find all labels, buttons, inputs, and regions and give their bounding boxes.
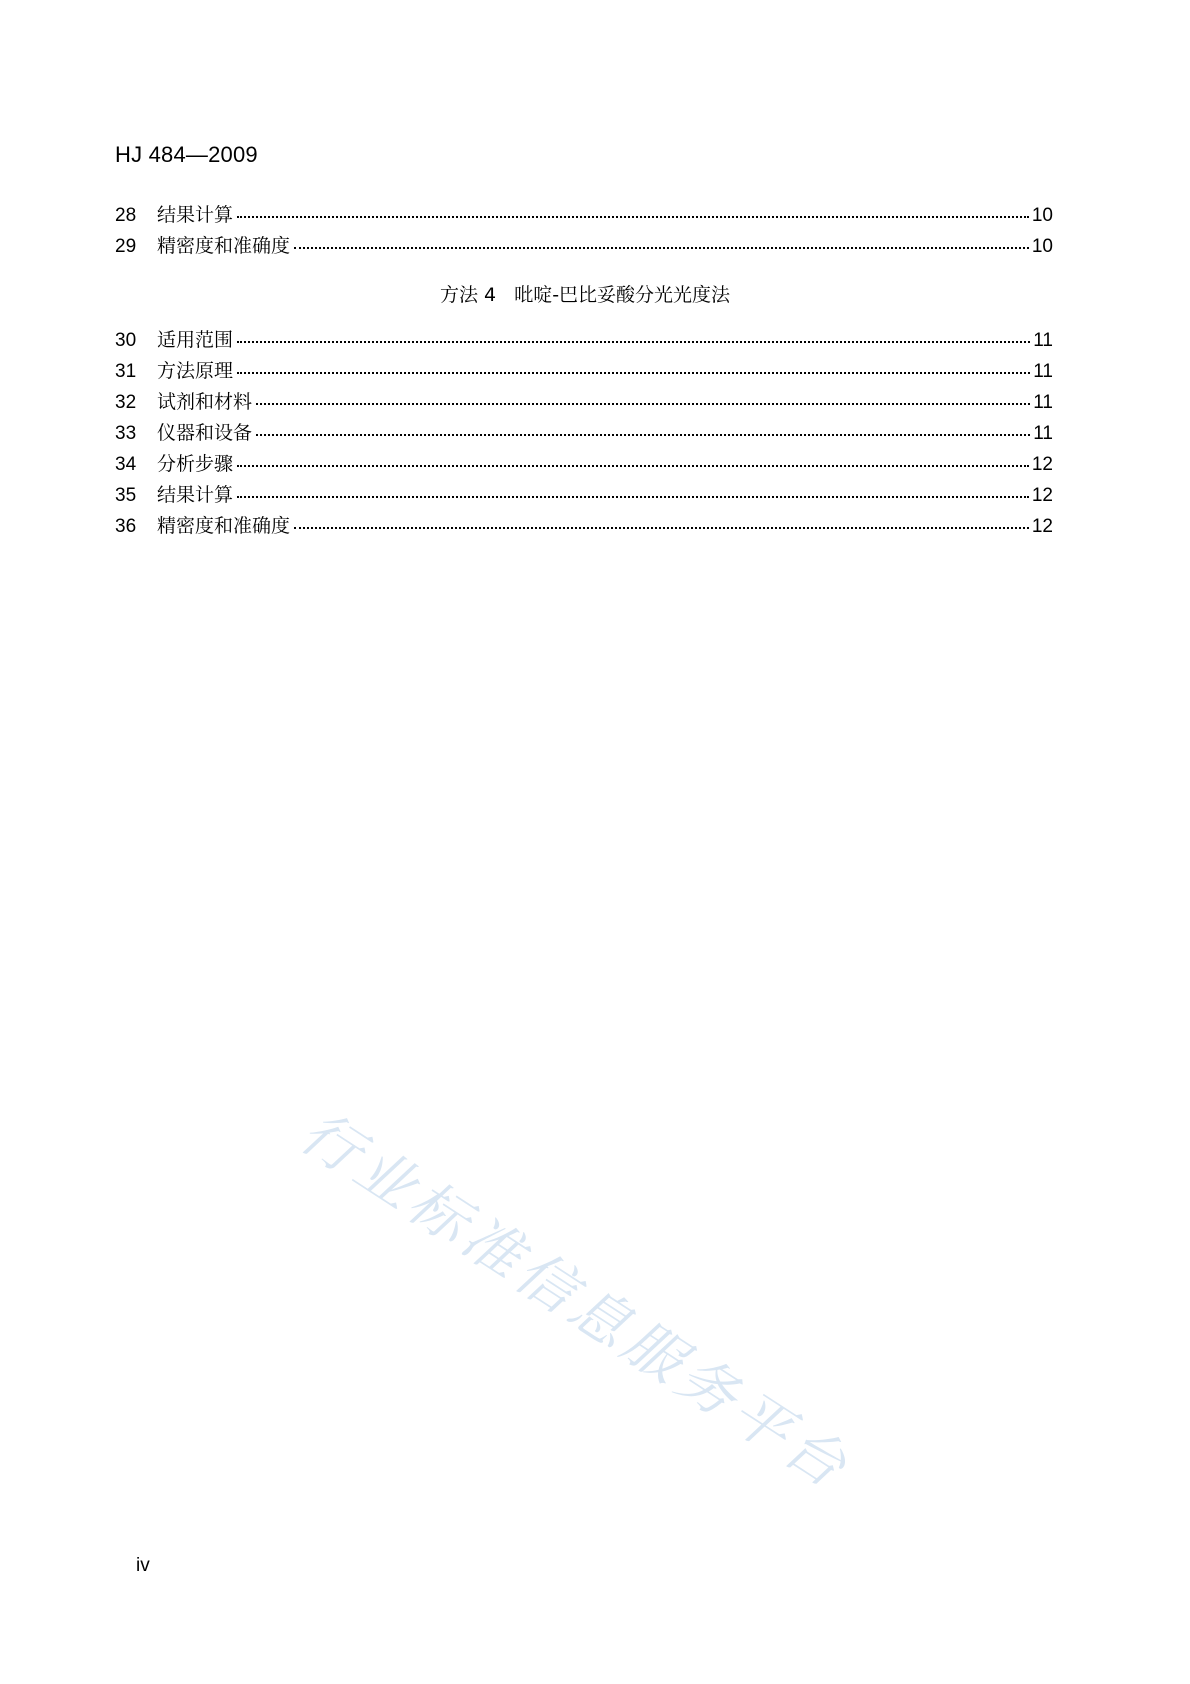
toc-entry-page: 12 (1031, 485, 1053, 506)
toc-entry[interactable] (115, 233, 1053, 259)
dot-leader (237, 216, 1029, 218)
toc-entry-number: 28 (115, 205, 137, 226)
toc-entry-page: 12 (1031, 454, 1053, 475)
toc-entry-page: 11 (1033, 423, 1053, 444)
toc-entry-page: 11 (1033, 361, 1053, 382)
toc-entry[interactable] (115, 451, 1053, 477)
toc-entry-title: 仪器和设备 (157, 422, 253, 444)
toc-entry-number: 29 (115, 236, 137, 257)
toc-entry-title: 方法原理 (157, 360, 234, 382)
dot-leader (237, 496, 1029, 498)
toc-entry[interactable] (115, 513, 1053, 539)
toc-entry-title: 结果计算 (157, 204, 234, 226)
method-section-heading[interactable] (0, 280, 1170, 307)
toc-entry-page: 10 (1031, 236, 1053, 257)
document-code: HJ 484—2009 (115, 142, 258, 167)
toc-entry-page: 12 (1031, 516, 1053, 537)
toc-entry-title: 试剂和材料 (157, 391, 253, 413)
method-label: 方法 4 (439, 284, 497, 306)
toc-entry[interactable] (115, 482, 1053, 508)
toc-entry[interactable] (115, 420, 1053, 446)
dot-leader (294, 247, 1029, 249)
toc-entry[interactable] (115, 327, 1053, 353)
toc-entry[interactable] (115, 358, 1053, 384)
toc-entry-number: 33 (115, 423, 137, 444)
toc-entry-number: 35 (115, 485, 137, 506)
toc-entry-title: 适用范围 (157, 329, 234, 351)
watermark: 行业标准信息服务平台 (288, 1097, 863, 1504)
toc-entry-title: 分析步骤 (157, 453, 234, 475)
toc-entry-number: 32 (115, 392, 137, 413)
toc-entry-number: 34 (115, 454, 137, 475)
toc-entry-number: 30 (115, 330, 137, 351)
toc-entry-title: 精密度和准确度 (157, 235, 291, 257)
toc-entry-title: 精密度和准确度 (157, 515, 291, 537)
toc-entry-number: 31 (115, 361, 137, 382)
dot-leader (237, 465, 1029, 467)
dot-leader (256, 434, 1030, 436)
dot-leader (237, 372, 1030, 374)
page-number: iv (136, 1555, 150, 1576)
toc-entry[interactable] (115, 389, 1053, 415)
toc-entry-page: 11 (1033, 392, 1053, 413)
dot-leader (294, 527, 1029, 529)
toc-entry-title: 结果计算 (157, 484, 234, 506)
dot-leader (256, 403, 1030, 405)
method-title: 吡啶-巴比妥酸分光光度法 (514, 284, 731, 306)
toc-entry[interactable] (115, 202, 1053, 228)
toc-entry-page: 11 (1033, 330, 1053, 351)
toc-entry-number: 36 (115, 516, 137, 537)
dot-leader (237, 341, 1030, 343)
toc-entry-page: 10 (1031, 205, 1053, 226)
